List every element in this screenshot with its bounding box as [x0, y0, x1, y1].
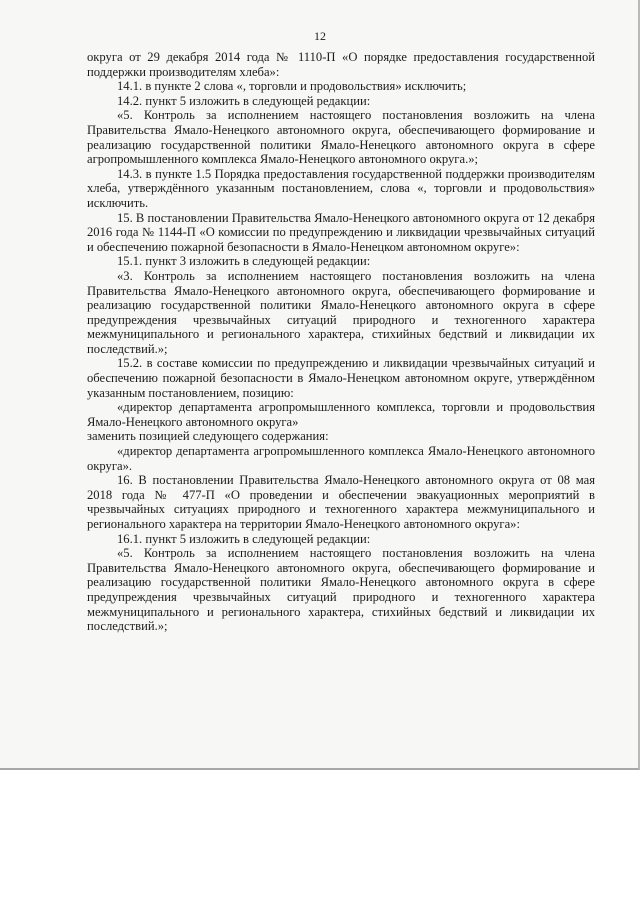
paragraph: «директор департамента агропромышленного комплекса Ямало-Ненецкого автономного округа».	[87, 444, 595, 473]
document-body	[87, 50, 595, 634]
blank-area	[0, 770, 640, 905]
paragraph: 15. В постановлении Правительства Ямало-Ненецкого автономного округа от 12 декабря 2016 года № 1144-П «О комиссии по предупреждению и ликвидации чрезвычайных ситуаций и обеспечению пожарной безопасности в Ямало-Ненецком автономном округе»:	[87, 210, 595, 254]
paragraph: «5. Контроль за исполнением настоящего постановления возложить на члена Правительства Ямало-Ненецкого автономного округа, обеспечивающего формирование и реализацию государственной политики Ямало-Ненецкого автономного округа в сфере предупреждения чрезвычайных ситуаций природного и техногенного характера межмуниципального и регионального характера, стихийных бедствий и ликвидации их последствий.»;	[87, 546, 595, 634]
paragraph: 14.1. в пункте 2 слова «, торговли и продовольствия» исключить;	[117, 79, 467, 94]
paragraph: 15.1. пункт 3 изложить в следующей редакции:	[117, 254, 371, 269]
paragraph: заменить позицией следующего содержания:	[87, 429, 329, 444]
paragraph: 16. В постановлении Правительства Ямало-Ненецкого автономного округа от 08 мая 2018 года № 477-П «О проведении и обеспечении эвакуационных мероприятий в чрезвычайных ситуациях природного и техногенного характера межмуниципального и регионального характера на территории Ямало-Ненецкого автономного округа»:	[87, 473, 595, 531]
paragraph: 16.1. пункт 5 изложить в следующей редакции:	[117, 531, 371, 546]
paragraph: округа от 29 декабря 2014 года № 1110-П «О порядке предоставления государственной поддержки производителям хлеба»:	[87, 50, 595, 79]
paragraph: 14.2. пункт 5 изложить в следующей редакции:	[117, 93, 371, 108]
paragraph: 14.3. в пункте 1.5 Порядка предоставления государственной поддержки производителям хлеба, утверждённого указанным постановлением, слова «, торговли и продовольствия» исключить.	[87, 166, 595, 210]
paragraph: «5. Контроль за исполнением настоящего постановления возложить на члена Правительства Ямало-Ненецкого автономного округа, обеспечивающего формирование и реализацию государственной политики Ямало-Ненецкого автономного округа в сфере агропромышленного комплекса Ямало-Ненецкого автономного округа.»;	[87, 108, 595, 167]
paragraph: «3. Контроль за исполнением настоящего постановления возложить на члена Правительства Ямало-Ненецкого автономного округа, обеспечивающего формирование и реализацию государственной политики Ямало-Ненецкого автономного округа в сфере предупреждения чрезвычайных ситуаций природного и техногенного характера межмуниципального и регионального характера, стихийных бедствий и ликвидации их последствий.»;	[87, 268, 595, 356]
paragraph: «директор департамента агропромышленного комплекса, торговли и продовольствия Ямало-Ненецкого автономного округа»	[87, 400, 595, 429]
page-number: 12	[314, 29, 326, 43]
paragraph: 15.2. в составе комиссии по предупреждению и ликвидации чрезвычайных ситуаций и обеспечению пожарной безопасности в Ямало-Ненецком автономном округе, утверждённом указанным постановлением, позицию:	[87, 356, 595, 400]
